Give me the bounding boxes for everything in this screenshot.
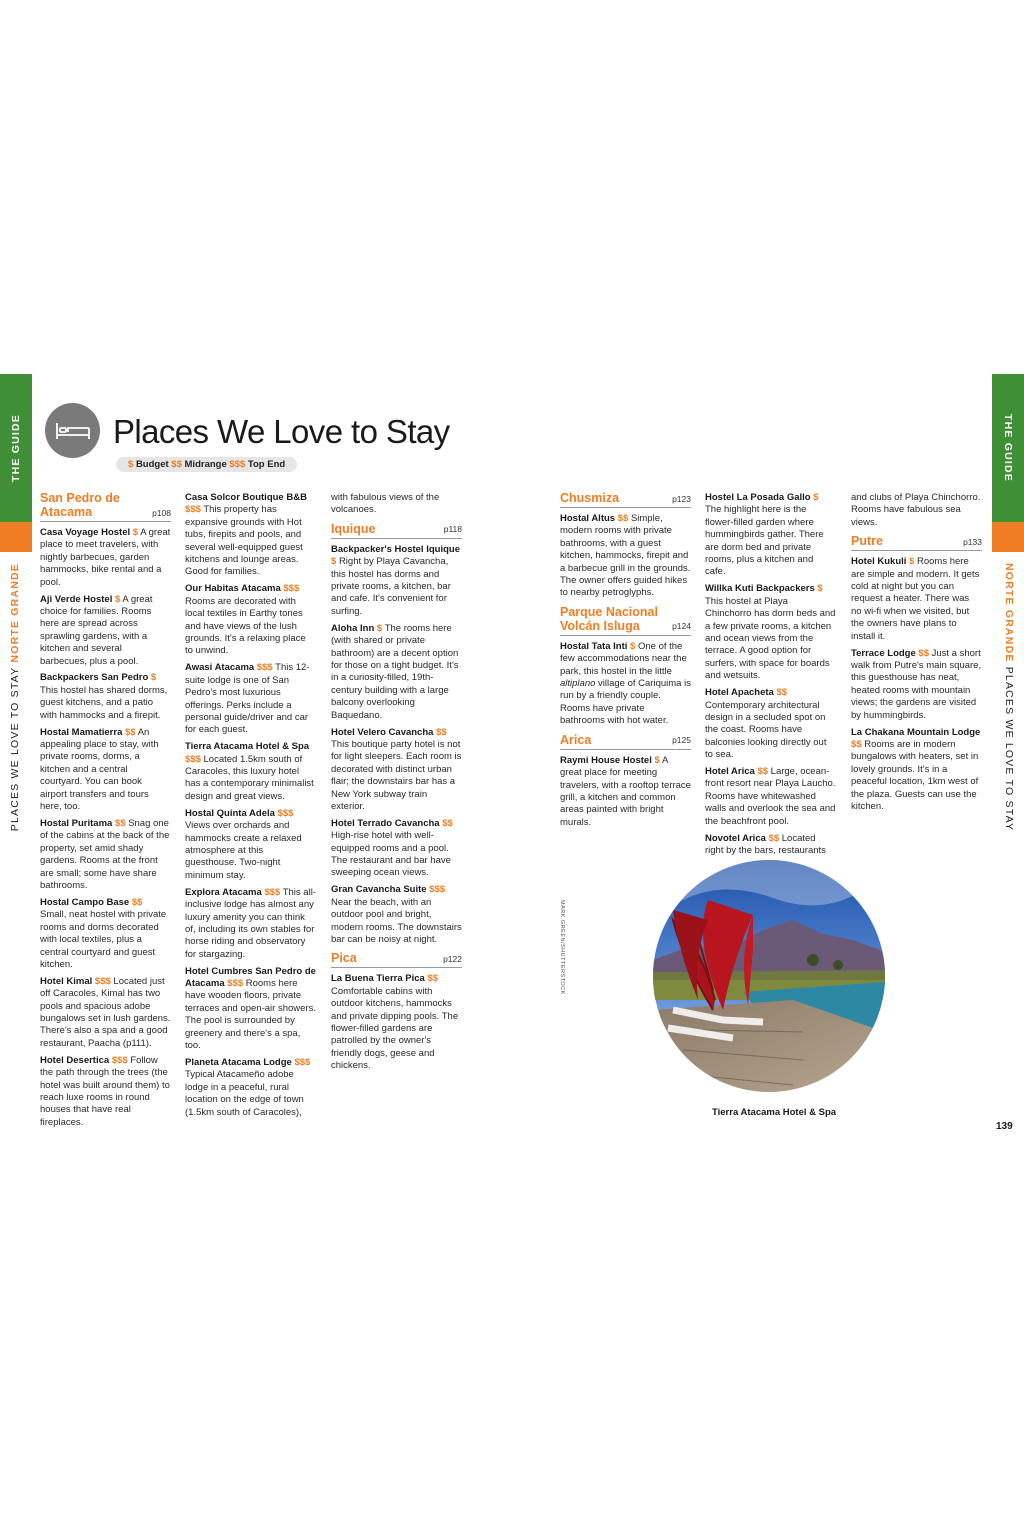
legend-label: Top End (247, 459, 286, 470)
column-5 (705, 492, 836, 862)
price-symbol: $$$ (185, 753, 201, 765)
listing-name: Hostal Mamatierra (40, 726, 123, 738)
legend-symbol: $$ (171, 459, 182, 470)
listing-description: Simple, modern rooms with private bathrooms, with a guest kitchen, hammocks, firepit and a barbecue grill in the grounds. The owner offers guided hikes to nearby petroglyphs. (560, 513, 691, 599)
side-tab-the-guide-right: THE GUIDE (992, 374, 1024, 522)
listing-entry (331, 623, 462, 722)
listing-name: Hostal Puritama (40, 817, 113, 829)
section-heading (851, 534, 982, 551)
listing-entry (185, 662, 316, 736)
photo-caption: Tierra Atacama Hotel & Spa (712, 1107, 837, 1118)
listing-name: Gran Cavancha Suite (331, 884, 427, 896)
side-running-head-left: PLACES WE LOVE TO STAY NORTE GRANDE (9, 563, 21, 832)
listing-name: Backpackers San Pedro (40, 672, 149, 684)
section-page-ref: p122 (443, 954, 462, 964)
listing-name: Hotel Velero Cavancha (331, 726, 434, 738)
listing-name: Tierra Atacama Hotel & Spa (185, 741, 310, 753)
listing-description: This property has expansive grounds with Hot tubs, firepits and pools, and several well-equipped guest kitchens and lounge areas. Good for families. (185, 504, 303, 578)
listing-description: Large, ocean-front resort near Playa Laucho. Rooms have whitewashed walls and overlook the sea and the beachfront pool. (705, 766, 836, 827)
listing-description: A great place for meeting travelers, with a rooftop terrace grill, a kitchen and common areas painted with bright murals. (560, 754, 691, 828)
price-symbol: $$ (851, 738, 862, 750)
listing-entry (851, 727, 982, 814)
listing-description: Snag one of the cabins at the back of the property, set amid shady gardens. Rooms at the front are small; some have share bathrooms. (40, 817, 170, 891)
listing-description: Contemporary architectural design in a secluded spot on the coast. Rooms have balconies looking directly out to sea. (705, 699, 827, 761)
column-2 (185, 492, 316, 1124)
price-symbol: $ (654, 754, 660, 766)
listing-description: Just a short walk from Putre's main square, this guesthouse has neat, heated rooms with mountain views; the gardens are visited by hummingbirds. (851, 647, 982, 721)
price-symbol: $$$ (429, 884, 446, 896)
listing-entry (851, 648, 982, 722)
listing-description: This hostel at Playa Chinchorro has dorm beds and a few private rooms, a kitchen and ocean views from the terrace. A good option for surfers, with space for boards and wetsuits. (705, 595, 836, 682)
section-title: Parque Nacional Volcán Isluga (560, 604, 658, 633)
section-page-ref: p108 (152, 507, 171, 518)
listing-entry (560, 513, 691, 600)
listing-entry (331, 884, 462, 946)
price-symbol: $$$ (283, 583, 300, 595)
listing-description: This all-inclusive lodge has almost any luxury amenity you can think of, including its own stables for horse riding and observatory for stargazing. (185, 886, 316, 960)
price-symbol: $ (150, 672, 157, 684)
listing-entry (40, 594, 171, 668)
price-symbol: $$$ (94, 975, 111, 987)
listing-name: Hotel Terrado Cavancha (331, 817, 440, 829)
listing-name: Hotel Kimal (40, 975, 93, 987)
listing-description: This 12-suite lodge is one of San Pedro's most luxurious offerings. Perks include a personal guide/driver and car for each guest. (185, 662, 310, 736)
listing-entry (705, 833, 836, 858)
price-symbol: $$$ (294, 1056, 311, 1068)
listing-description: Located 1.5km south of Caracoles, this luxury hotel has a contemporary minimalist design and great views. (185, 753, 314, 802)
listing-entry (185, 808, 316, 882)
column-4 (560, 491, 691, 834)
listing-entry (40, 727, 171, 814)
listing-entry (851, 556, 982, 643)
section-heading (331, 951, 462, 968)
listing-description: This hostel has shared dorms, guest kitchens, and a patio with hammocks and a firepit. (40, 684, 168, 721)
price-symbol: $$$ (227, 978, 244, 990)
price-symbol: $$$ (277, 807, 294, 819)
listing-name: Aji Verde Hostel (40, 593, 113, 605)
price-symbol: $$ (131, 896, 143, 908)
listing-name: Novotel Arica (705, 832, 766, 844)
listing-name: La Buena Tierra Pica (331, 973, 425, 985)
side-tab-orange-right (992, 522, 1024, 552)
price-symbol: $$$ (185, 504, 201, 516)
listing-name: La Chakana Mountain Lodge (851, 726, 981, 738)
listing-entry (185, 887, 316, 961)
price-symbol: $ (813, 492, 819, 503)
listing-description: The rooms here (with shared or private bathroom) are a decent option for those on a tight budget. It's in a curiosity-filled, 19th-century building with a large balcony overlooking Baquedano. (331, 622, 459, 721)
listing-name: Aloha Inn (331, 622, 375, 634)
listing-description: A great choice for families. Rooms here are spread across sprawling gardens, with a kitchen and several barbecues, plus a pool. (40, 593, 153, 667)
listing-entry (40, 818, 171, 892)
side-tab-orange-left (0, 522, 32, 552)
section-title: Pica (331, 951, 357, 966)
price-symbol: $$$ (111, 1054, 128, 1066)
listing-entry (560, 755, 691, 829)
listing-name: Willka Kuti Backpackers (705, 583, 815, 595)
side-tab-the-guide-left: THE GUIDE (0, 374, 32, 522)
page-title: Places We Love to Stay (113, 413, 450, 450)
listing-entry (40, 527, 171, 589)
listing-name: Hotel Arica (705, 766, 755, 778)
listing-entry (185, 966, 316, 1053)
price-symbol: $ (909, 556, 915, 568)
listing-description: Rooms here are simple and modern. It gets cold at night but you can request a heater. There was no wi-fi when we visited, but the owners have plans to install it. (851, 556, 980, 642)
price-symbol: $$$ (256, 662, 273, 674)
bed-icon (45, 403, 100, 458)
continued-text: with fabulous views of the volcanoes. (331, 492, 440, 516)
listing-description: Rooms here have wooden floors, private terraces and open-air showers. The pool is surrounded by greenery and there's a spa, too. (185, 978, 316, 1052)
listing-description: Located just off Caracoles, Kimal has two pools and spacious adobe bungalows set in lush gardens. There's also a spa and a good restaurant, Paacha (p111). (40, 975, 171, 1049)
price-symbol: $$ (436, 726, 447, 738)
section-title: Chusmiza (560, 491, 620, 505)
listing-description: High-rise hotel with well-equipped rooms and a pool. The restaurant and bar have sweeping ocean views. (331, 830, 451, 879)
listing-name: Terrace Lodge (851, 647, 916, 659)
listing-entry (185, 492, 316, 579)
listing-description: Typical Atacameño adobe lodge in a peaceful, rural location on the edge of town (1.5km south of Caracoles), (185, 1069, 304, 1118)
page-number: 139 (996, 1121, 1013, 1132)
listing-name: Casa Solcor Boutique B&B (185, 492, 307, 503)
listing-entry (331, 544, 462, 618)
section-page-ref: p123 (672, 493, 691, 504)
column-1 (40, 491, 171, 1134)
photo-credit: MARK GREEN/SHUTTERSTOCK (559, 900, 565, 995)
listing-name: Hotel Kukuli (851, 556, 907, 568)
listing-name: Hostal Altus (560, 513, 616, 524)
price-symbol: $$ (427, 973, 439, 985)
listing-description-italic: altiplano (560, 678, 596, 690)
section-heading (560, 605, 691, 636)
hotel-photo (653, 860, 885, 1092)
listing-name: Hostal Campo Base (40, 896, 130, 908)
listing-description: Located right by the bars, restaurants (705, 832, 826, 856)
listing-entry (40, 672, 171, 722)
continued-text: and clubs of Playa Chinchorro. Rooms have fabulous sea views. (851, 492, 981, 528)
listing-name: Our Habitas Atacama (185, 583, 281, 595)
listing-name: Hotel Desertica (40, 1054, 110, 1066)
listing-entry (40, 976, 171, 1050)
listing-name: Casa Voyage Hostel (40, 527, 131, 538)
listing-entry (705, 583, 836, 682)
listing-description: A great place to meet travelers, with nightly barbecues, garden hammocks, bike rental and a pool. (40, 527, 171, 588)
listing-name: Awasi Atacama (185, 662, 255, 674)
section-page-ref: p125 (672, 735, 691, 746)
legend-label: Budget (135, 459, 169, 470)
listing-description: Small, neat hostel with private rooms and dorms decorated with local textiles, plus a central courtyard and guest kitchen. (40, 909, 167, 970)
price-symbol: $$$ (264, 886, 281, 898)
section-title: Iquique (331, 521, 376, 536)
listing-description: Rooms are in modern bungalows with heaters, set in lovely grounds. It's in a peaceful location, 1km west of the plaza. Guests can use the kitchen. (851, 738, 979, 812)
listing-name: Explora Atacama (185, 886, 262, 898)
price-symbol: $$ (617, 513, 629, 524)
listing-description: Views over orchards and hammocks create a relaxed atmosphere at this guesthouse. Two-night minimum stay. (185, 820, 302, 881)
section-page-ref: p124 (672, 621, 691, 632)
listing-entry (331, 818, 462, 880)
price-symbol: $ (114, 593, 121, 605)
listing-description: This boutique party hotel is not for light sleepers. Each room is decorated with distinct urban flair; the downstairs bar has a New York subway train exterior. (331, 738, 462, 812)
listing-entry (560, 641, 691, 728)
price-symbol: $ (132, 527, 139, 538)
price-symbol: $$ (757, 766, 769, 778)
listing-description: One of the few accommodations near the park, this hostel in the little (560, 640, 687, 677)
section-title: Arica (560, 732, 592, 747)
listing-description: Near the beach, with an outdoor pool and bright, modern rooms. The downstairs bar can be noisy at night. (331, 896, 462, 945)
section-title: Putre (851, 534, 883, 549)
listing-name: Hostal Tata Inti (560, 640, 628, 652)
section-heading (40, 491, 171, 522)
section-page-ref: p118 (443, 524, 462, 535)
price-symbol: $$ (918, 647, 929, 659)
column-3 (331, 492, 462, 1077)
listing-description: An appealing place to stay, with private rooms, dorms, a kitchen and a central courtyard. You can book airport transfers and tours here, too. (40, 726, 159, 813)
price-symbol: $$ (768, 832, 780, 844)
listing-entry (331, 727, 462, 814)
listing-name: Hostel La Posada Gallo (705, 492, 811, 503)
price-legend (116, 457, 297, 472)
column-6 (851, 492, 982, 818)
section-heading (331, 522, 462, 539)
listing-entry (705, 766, 836, 828)
listing-name: Hotel Cumbres San Pedro de Atacama (185, 965, 316, 990)
price-symbol: $ (331, 556, 337, 568)
section-page-ref: p133 (963, 536, 982, 547)
price-symbol: $$ (776, 687, 788, 699)
listing-description: village of Cariquima is run by a friendly couple. Rooms have private bathrooms with hot water. (560, 678, 691, 727)
listing-name: Hotel Apacheta (705, 687, 774, 699)
price-symbol: $$ (114, 817, 126, 829)
listing-entry (185, 583, 316, 657)
listing-entry (40, 897, 171, 971)
listing-name: Backpacker's Hostel Iquique (331, 543, 460, 555)
price-symbol: $ (630, 640, 636, 652)
section-heading (560, 491, 691, 508)
listing-name: Planeta Atacama Lodge (185, 1056, 292, 1068)
listing-entry (40, 1055, 171, 1129)
section-heading (560, 733, 691, 750)
price-symbol: $$ (125, 726, 136, 738)
section-title: San Pedro de Atacama (40, 491, 120, 519)
listing-entry (185, 1057, 316, 1119)
listing-description: Right by Playa Cavancha, this hostel has dorms and private rooms, a kitchen, bar and cafe. It's convenient for surfing. (331, 556, 451, 617)
listing-entry (705, 492, 836, 579)
side-running-head-right: NORTE GRANDE PLACES WE LOVE TO STAY (1003, 563, 1015, 832)
listing-name: Raymi House Hostel (560, 754, 652, 766)
listing-entry (705, 687, 836, 761)
listing-entry (331, 973, 462, 1072)
legend-symbol: $$$ (229, 459, 246, 470)
price-symbol: $ (376, 622, 383, 634)
listing-entry (185, 741, 316, 803)
listing-description: The highlight here is the flower-filled garden where hummingbirds gather. There are dorm bed and private rooms, plus a kitchen and cafe. (705, 504, 824, 578)
listing-description: Follow the path through the trees (the hotel was built around them) to reach luxe rooms in round houses that have real fireplaces. (40, 1054, 170, 1128)
price-symbol: $$ (442, 817, 453, 829)
legend-label: Midrange (184, 459, 227, 470)
listing-description: Comfortable cabins with outdoor kitchens, hammocks and private dipping pools. The flower-filled gardens are patrolled by the owner's friendly dogs, geese and chickens. (331, 985, 459, 1072)
listing-name: Hostal Quinta Adela (185, 807, 275, 819)
legend-symbol: $ (128, 459, 134, 470)
listing-description: Rooms are decorated with local textiles in Earthy tones and have views of the lush grounds. It's a relaxing place to unwind. (185, 595, 306, 657)
price-symbol: $ (817, 583, 823, 595)
